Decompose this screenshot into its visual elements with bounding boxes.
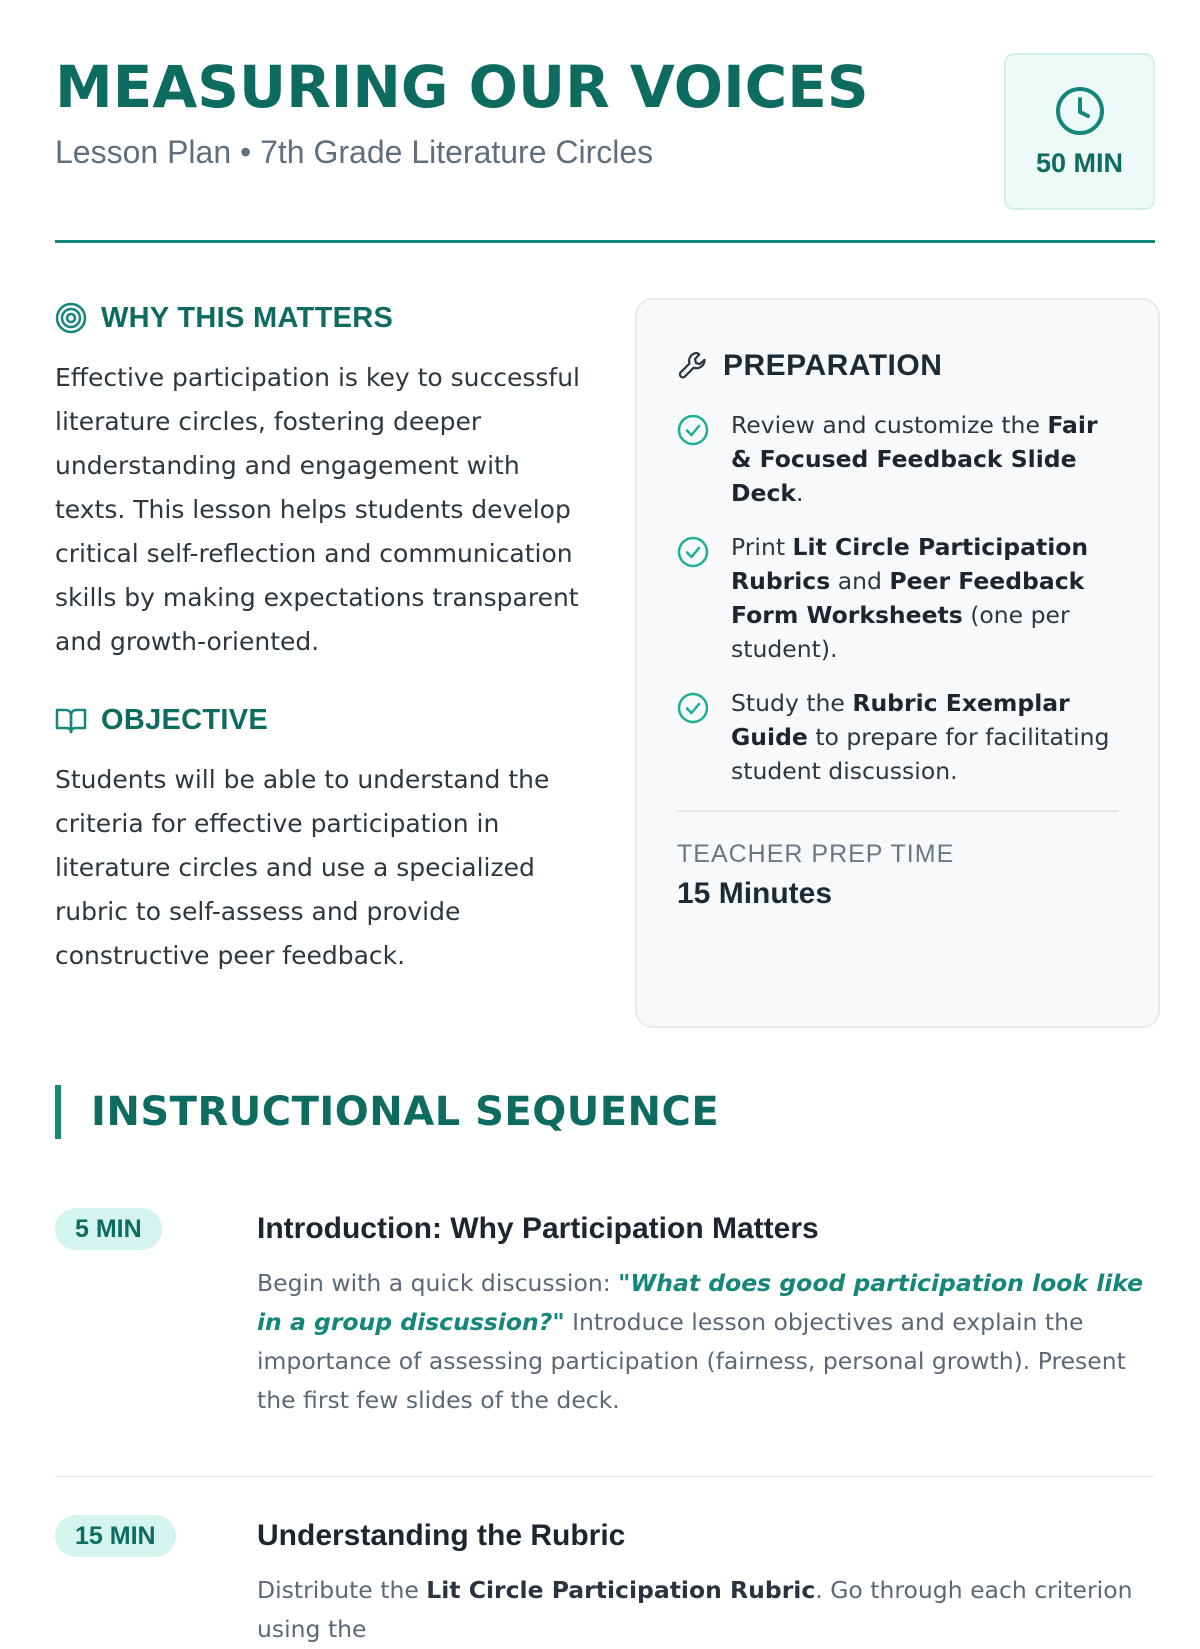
why-heading [55,298,580,338]
prep-time-value: 15 Minutes [677,877,833,910]
prep-item-text: Study the Rubric Exemplar Guide to prepare for facilitating student discussion. [731,689,1110,785]
left-column [55,298,580,978]
step-body [257,1208,1155,1420]
why-text: Effective participation is key to successful literature circles, fostering deeper understanding and engagement with texts. This lesson helps students develop critical self-reflection and communication skills by making expectations transparent and growth-oriented. [55,363,580,656]
objective-text: Students will be able to understand the criteria for effective participation in literature circles and use a specialized rubric to self-assess and provide constructive peer feedback. [55,765,550,970]
step-body [257,1515,1155,1649]
step-duration-badge: 15 MIN [55,1515,176,1557]
wrench-icon [677,350,709,382]
open-book-icon [55,706,87,734]
step-divider [55,1476,1155,1477]
step-title: Introduction: Why Participation Matters [257,1212,819,1245]
header-divider [55,240,1155,243]
check-circle-icon [677,414,709,446]
prep-divider [677,810,1118,812]
duration-badge [1004,53,1155,210]
objective-heading [55,700,580,740]
check-circle-icon [677,692,709,724]
list-item [677,686,1118,788]
page-subtitle: Lesson Plan • 7th Grade Literature Circles [55,134,654,170]
duration-value: 50 MIN [1035,148,1124,178]
prep-time-label: TEACHER PREP TIME [677,840,955,868]
discussion-quote: "What does good participation look like in a group discussion?" [257,1269,1144,1336]
preparation-list [677,408,1118,788]
clock-icon [1054,85,1106,137]
target-icon [55,302,87,334]
why-heading-label: WHY THIS MATTERS [101,301,394,334]
header [55,52,1155,242]
prep-item-text: Review and customize the Fair & Focused Feedback Slide Deck. [731,411,1098,507]
sequence-heading: INSTRUCTIONAL SEQUENCE [55,1085,719,1139]
step-text: Begin with a quick discussion: "What does good participation look like in a group discussion?" Introduce lesson objectives and explain the importance of assessing participation (fairness, personal growth). Present the first few slides of the deck. [257,1269,1144,1414]
page-title: MEASURING OUR VOICES [55,53,869,121]
list-item [677,530,1118,666]
check-circle-icon [677,536,709,568]
step-title: Understanding the Rubric [257,1519,626,1552]
objective-heading-label: OBJECTIVE [101,703,269,736]
step-duration-badge: 5 MIN [55,1208,162,1250]
preparation-heading [677,346,1118,386]
list-item [677,408,1118,510]
preparation-heading-label: PREPARATION [723,349,943,382]
step-text: Distribute the Lit Circle Participation Rubric. Go through each criterion using the [257,1576,1133,1643]
preparation-card [635,298,1160,1028]
prep-item-text: Print Lit Circle Participation Rubrics and Peer Feedback Form Worksheets (one per student). [731,533,1089,663]
